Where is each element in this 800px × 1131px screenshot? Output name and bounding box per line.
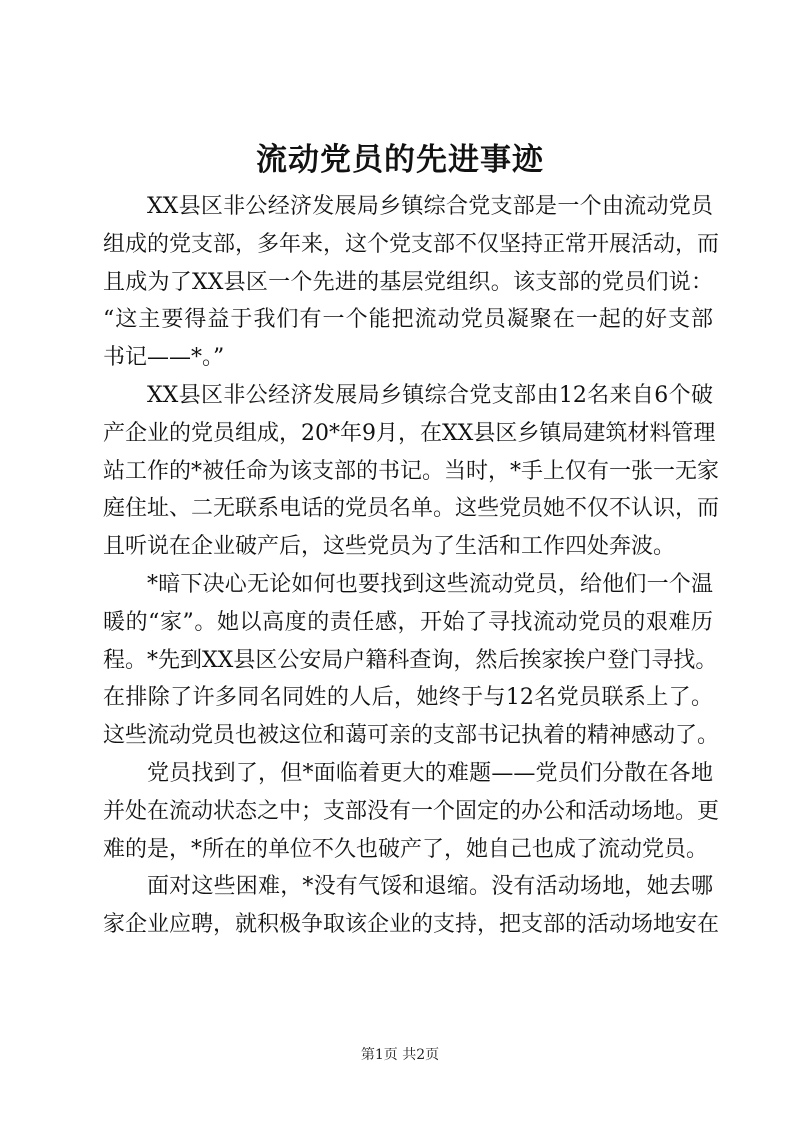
text-line: 家企业应聘，就积极争取该企业的支持，把支部的活动场地安在 [103,912,720,938]
text-line: 庭住址、二无联系电话的党员名单。这些党员她不仅不认识，而 [103,496,720,522]
text-line: 这些流动党员也被这位和蔼可亲的支部书记执着的精神感动了。 [103,723,720,749]
paragraph [103,188,720,377]
text-line: XX县区非公经济发展局乡镇综合党支部由12名来自6个破 [147,382,713,408]
text-line: 难的是，*所在的单位不久也破产了，她自己也成了流动党员。 [103,836,709,862]
text-line: 在排除了许多同名同姓的人后，她终于与12名党员联系上了。 [103,685,713,711]
text-line: “这主要得益于我们有一个能把流动党员凝聚在一起的好支部 [103,307,713,333]
page-footer: 第1页 共2页 [360,1047,440,1063]
text-line: 站工作的*被任命为该支部的书记。当时，*手上仅有一张一无家 [103,458,720,484]
paragraph [103,755,720,868]
text-line: 书记——*。” [103,345,225,371]
text-line: 产企业的党员组成，20*年9月，在XX县区乡镇局建筑材料管理 [103,420,716,446]
text-line: 并处在流动状态之中；支部没有一个固定的办公和活动场地。更 [103,798,720,824]
text-line: 且听说在企业破产后，这些党员为了生活和工作四处奔波。 [103,534,676,560]
text-line: 且成为了XX县区一个先进的基层党组织。该支部的党员们说： [103,269,713,295]
document-title: 流动党员的先进事迹 [256,142,544,178]
text-line: 组成的党支部，多年来，这个党支部不仅坚持正常开展活动，而 [103,231,720,257]
paragraph [103,868,720,944]
paragraph [103,566,720,755]
text-line: *暗下决心无论如何也要找到这些流动党员，给他们一个温 [147,571,713,597]
text-line: 暖的“家”。她以高度的责任感，开始了寻找流动党员的艰难历 [103,609,713,635]
text-line: 党员找到了，但*面临着更大的难题——党员们分散在各地 [147,760,713,786]
document-body [103,188,720,944]
text-line: 程。*先到XX县区公安局户籍科查询，然后挨家挨户登门寻找。 [103,647,718,673]
text-line: XX县区非公经济发展局乡镇综合党支部是一个由流动党员 [147,194,713,219]
paragraph [103,377,720,566]
text-line: 面对这些困难，*没有气馁和退缩。没有活动场地，她去哪 [147,874,713,900]
